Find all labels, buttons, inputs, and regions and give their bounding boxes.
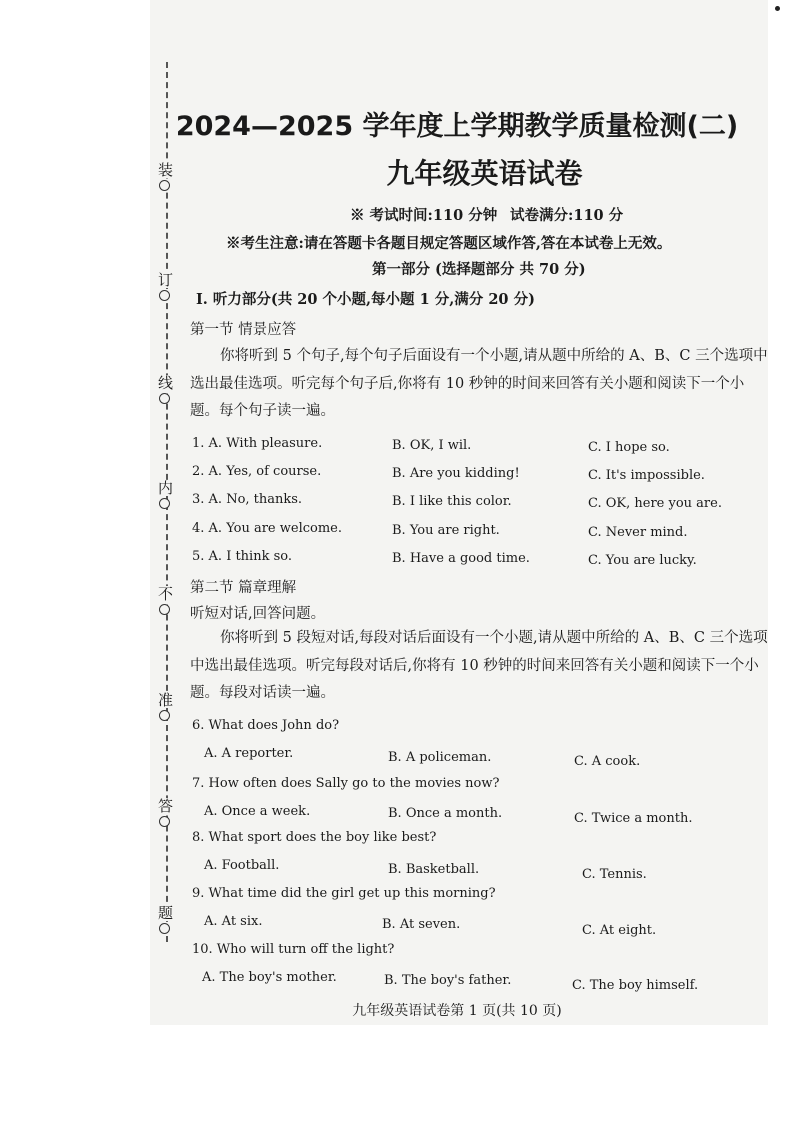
margin-label: 内: [158, 479, 174, 497]
q3-option-c: C. OK, here you are.: [588, 496, 722, 511]
part-heading: 第一部分 (选择题部分 共 70 分): [372, 261, 586, 278]
q7-option-a: A. Once a week.: [204, 804, 311, 819]
q7-option-c: C. Twice a month.: [574, 811, 693, 826]
q6-option-c: C. A cook.: [574, 754, 641, 769]
section2-subtitle: 听短对话,回答问题。: [190, 606, 326, 622]
margin-label: 答: [158, 797, 174, 815]
q10-option-a: A. The boy's mother.: [202, 970, 337, 985]
listening-section-title: Ⅰ. 听力部分(共 20 个小题,每小题 1 分,满分 20 分): [196, 291, 535, 308]
binding-hole: [159, 393, 170, 404]
q1-option-c: C. I hope so.: [588, 440, 670, 455]
q3-option-a: 3. A. No, thanks.: [192, 492, 303, 507]
q4-option-b: B. You are right.: [392, 523, 500, 538]
instruction-line: 题。每个句子读一遍。: [190, 403, 335, 419]
q6-question: 6. What does John do?: [192, 718, 340, 733]
instruction-line: 你将听到 5 个句子,每个句子后面设有一个小题,请从题中所给的 A、B、C 三个选项中: [220, 348, 768, 364]
binding-hole: [159, 604, 170, 615]
q7-option-b: B. Once a month.: [388, 806, 503, 821]
exam-subtitle: 九年级英语试卷: [386, 157, 583, 190]
q8-option-b: B. Basketball.: [388, 862, 480, 877]
corner-mark: [775, 6, 780, 11]
margin-label: 准: [158, 691, 174, 709]
q10-question: 10. Who will turn off the light?: [192, 942, 395, 957]
instruction-line: 你将听到 5 段短对话,每段对话后面设有一个小题,请从题中所给的 A、B、C 三个选项: [220, 630, 768, 646]
q6-option-b: B. A policeman.: [388, 750, 492, 765]
binding-hole: [159, 498, 170, 509]
q10-option-c: C. The boy himself.: [572, 978, 699, 993]
q5-option-b: B. Have a good time.: [392, 551, 530, 566]
margin-label: 线: [158, 374, 174, 392]
q8-option-c: C. Tennis.: [582, 867, 647, 882]
q5-option-a: 5. A. I think so.: [192, 549, 292, 564]
q1-option-b: B. OK, I wil.: [392, 438, 472, 453]
q10-option-b: B. The boy's father.: [384, 973, 512, 988]
q4-option-a: 4. A. You are welcome.: [192, 521, 343, 536]
q7-question: 7. How often does Sally go to the movies now?: [192, 776, 500, 791]
section1-title: 第一节 情景应答: [190, 322, 297, 338]
q2-option-b: B. Are you kidding!: [392, 466, 520, 481]
exam-notice: ※考生注意:请在答题卡各题目规定答题区域作答,答在本试卷上无效。: [226, 235, 672, 252]
q2-option-c: C. It's impossible.: [588, 468, 705, 483]
instruction-line: 中选出最佳选项。听完每段对话后,你将有 10 秒钟的时间来回答有关小题和阅读下一个小: [190, 657, 759, 674]
q5-option-c: C. You are lucky.: [588, 553, 697, 568]
exam-title: 2024—2025 学年度上学期教学质量检测(二): [175, 111, 739, 142]
margin-label: 订: [158, 271, 174, 289]
instruction-line: 选出最佳选项。听完每个句子后,你将有 10 秒钟的时间来回答有关小题和阅读下一个小: [190, 375, 745, 392]
full-score: 试卷满分:110 分: [510, 207, 624, 224]
page-footer: 九年级英语试卷第 1 页(共 10 页): [352, 1003, 562, 1019]
q1-option-a: 1. A. With pleasure.: [192, 436, 323, 451]
q9-option-b: B. At seven.: [382, 917, 461, 932]
binding-hole: [159, 290, 170, 301]
binding-hole: [159, 710, 170, 721]
instruction-line: 题。每段对话读一遍。: [190, 685, 335, 701]
binding-hole: [159, 923, 170, 934]
q8-question: 8. What sport does the boy like best?: [192, 830, 437, 845]
margin-label: 题: [158, 904, 174, 922]
q8-option-a: A. Football.: [204, 858, 280, 873]
q9-question: 9. What time did the girl get up this morning?: [192, 886, 496, 901]
q9-option-c: C. At eight.: [582, 923, 657, 938]
exam-time: ※ 考试时间:110 分钟: [350, 207, 498, 224]
q9-option-a: A. At six.: [204, 914, 263, 929]
q4-option-c: C. Never mind.: [588, 525, 688, 540]
margin-label: 装: [158, 161, 174, 179]
section2-instructions: [190, 625, 770, 708]
q2-option-a: 2. A. Yes, of course.: [192, 464, 322, 479]
q6-option-a: A. A reporter.: [204, 746, 294, 761]
section2-title: 第二节 篇章理解: [190, 580, 297, 596]
binding-hole: [159, 816, 170, 827]
q3-option-b: B. I like this color.: [392, 494, 512, 509]
margin-label: 不: [158, 585, 174, 603]
section1-instructions: [190, 343, 770, 426]
